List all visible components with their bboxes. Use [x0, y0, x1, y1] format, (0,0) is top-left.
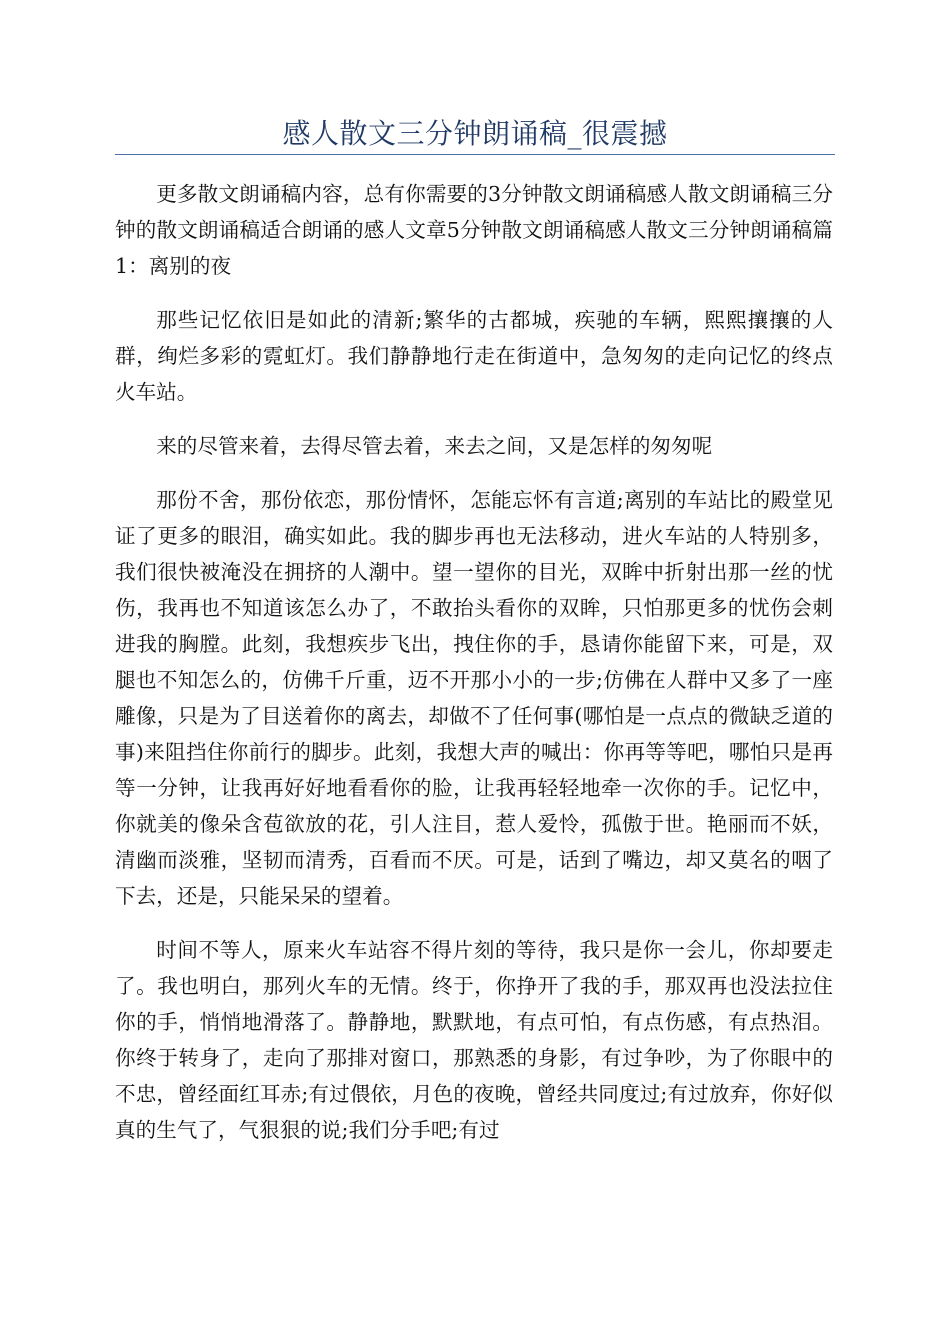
paragraph-coming-going: 来的尽管来着，去得尽管去着，来去之间，又是怎样的匆匆呢 — [156, 434, 713, 458]
paragraph-parting: 那份不舍，那份依恋，那份情怀，怎能忘怀有言道;离别的车站比的殿堂见证了更多的眼泪，确实如此。我的脚步再也无法移动，进火车站的人特别多，我们很快被淹没在拥挤的人潮中。望一望你的目光，双眸中折射出那一丝的忧伤，我再也不知道该怎么办了，不敢抬头看你的双眸，只怕那更多的忧伤会刺进我的胸膛。此刻，我想疾步飞出，拽住你的手，恳请你能留下来，可是，双腿也不知怎么的，仿佛千斤重，迈不开那小小的一步;仿佛在人群中又多了一座雕像，只是为了目送着你的离去，却做不了任何事(哪怕是一点点的微缺乏道的事)来阻挡住你前行的脚步。此刻，我想大声的喊出：你再等等吧，哪怕只是再等一分钟，让我再好好地看看你的脸，让我再轻轻地牵一次你的手。记忆中，你就美的像朵含苞欲放的花，引人注目，惹人爱怜，孤傲于世。艳丽而不妖，清幽而淡雅，坚韧而清秀，百看而不厌。可是，话到了嘴边，却又莫名的咽了下去，还是，只能呆呆的望着。 — [115, 488, 833, 908]
paragraph-time: 时间不等人，原来火车站容不得片刻的等待，我只是你一会儿，你却要走了。我也明白，那列火车的无情。终于，你挣开了我的手，那双再也没法拉住你的手，悄悄地滑落了。静静地，默默地，有点可怕，有点伤感，有点热泪。你终于转身了，走向了那排对窗口，那熟悉的身影，有过争吵，为了你眼中的不忠，曾经面红耳赤;有过偎依，月色的夜晚，曾经共同度过;有过放弃，你好似真的生气了，气狠狠的说;我们分手吧;有过 — [115, 938, 833, 1142]
title-underline — [115, 154, 835, 155]
paragraph-memory: 那些记忆依旧是如此的清新;繁华的古都城，疾驰的车辆，熙熙攘攘的人群，绚烂多彩的霓虹灯。我们静静地行走在街道中，急匆匆的走向记忆的终点火车站。 — [115, 308, 833, 404]
document-title: 感人散文三分钟朗诵稿_很震撼 — [282, 117, 668, 150]
paragraph-intro: 更多散文朗诵稿内容，总有你需要的3分钟散文朗诵稿感人散文朗诵稿三分钟的散文朗诵稿适合朗诵的感人文章5分钟散文朗诵稿感人散文三分钟朗诵稿篇1：离别的夜 — [115, 182, 833, 278]
document-body — [115, 176, 833, 1166]
